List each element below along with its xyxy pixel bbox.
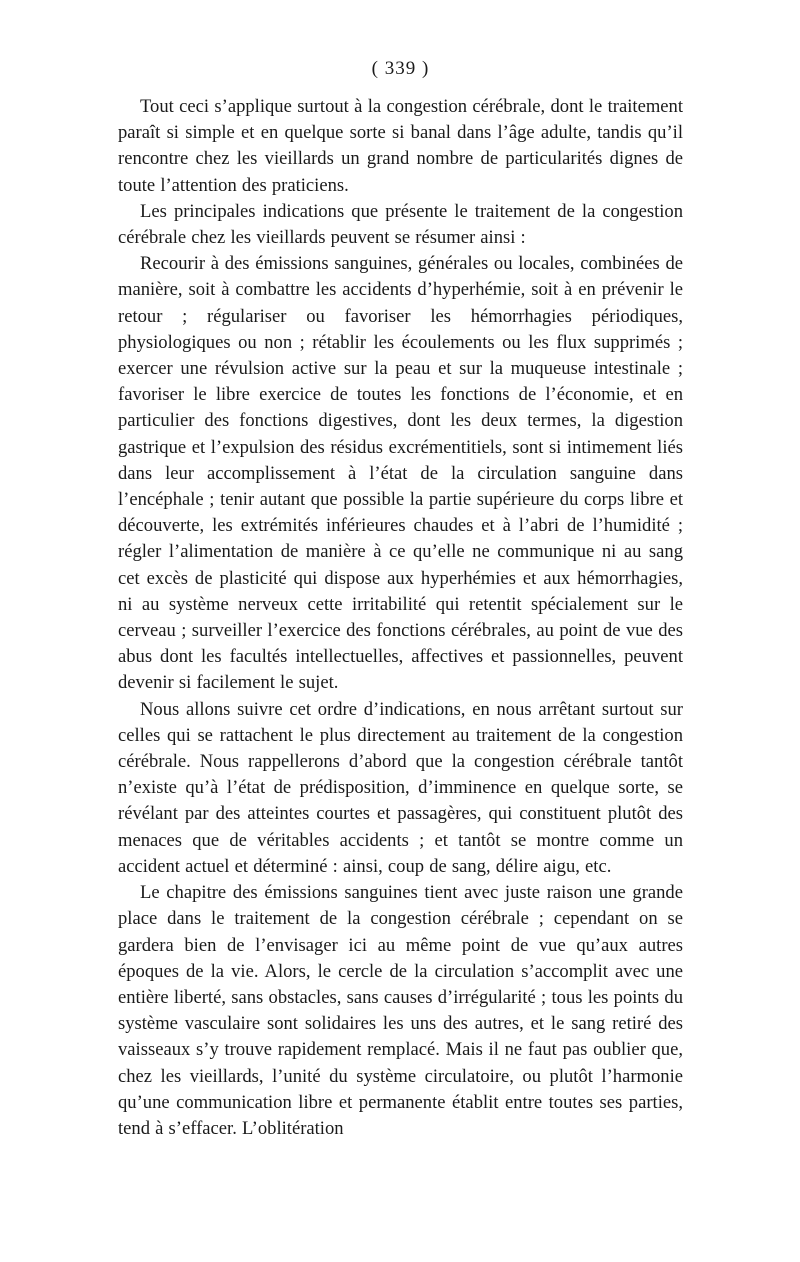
page-number: ( 339 ) xyxy=(371,58,430,79)
paragraph-5: Le chapitre des émissions sanguines tient avec juste raison une grande place dans le traitement de la congestion cérébrale ; cependant on se gardera bien de l’envisager ici au même point de vue qu’aux autres époques de la vie. Alors, le cercle de la circulation s’accomplit avec une entière liberté, sans obstacles, sans causes d’irrégularité ; tous les points du système vasculaire sont solidaires les uns des autres, et le sang retiré des vaisseaux s’y trouve rapidement remplacé. Mais il ne faut pas oublier que, chez les vieillards, l’unité du système circulatoire, ou plutôt l’harmonie qu’une communication libre et permanente établit entre toutes ses parties, tend à s’effacer. L’oblitération xyxy=(118,882,683,1139)
book-page xyxy=(118,58,683,1142)
paragraph-4: Nous allons suivre cet ordre d’indications, en nous arrêtant surtout sur celles qui se rattachent le plus directement au traitement de la congestion cérébrale. Nous rappellerons d’abord que la congestion cérébrale tantôt n’existe qu’à l’état de prédisposition, d’imminence en quelque sorte, se révélant par des atteintes courtes et passagères, qui constituent plutôt des menaces que de véritables accidents ; et tantôt se montre comme un accident actuel et déterminé : ainsi, coup de sang, délire aigu, etc. xyxy=(118,698,683,877)
paragraph-2: Les principales indications que présente le traitement de la congestion cérébrale chez les vieillards peuvent se résumer ainsi : xyxy=(118,200,683,249)
paragraph-3: Recourir à des émissions sanguines, générales ou locales, combinées de manière, soit à combattre les accidents d’hyperhémie, soit à en prévenir le retour ; régulariser ou favoriser les hémorrhagies périodiques, physiologiques ou non ; rétablir les écoulements ou les flux supprimés ; exercer une révulsion active sur la peau et sur la muqueuse intestinale ; favoriser le libre exercice de toutes les fonctions de l’économie, et en particulier des fonctions digestives, dont les deux termes, la digestion gastrique et l’expulsion des résidus excrémentitiels, sont si intimement liés dans leur accomplissement à l’état de la circulation sanguine dans l’encéphale ; tenir autant que possible la partie supérieure du corps libre et découverte, les extrémités inférieures chaudes et à l’abri de l’humidité ; régler l’alimentation de manière à ce qu’elle ne communique ni au sang cet excès de plasticité qui dispose aux hyperhémies et aux hémorrhagies, ni au système nerveux cette irritabilité qui retentit spécialement sur le cerveau ; surveiller l’exercice des fonctions cérébrales, au point de vue des abus dont les facultés intellectuelles, affectives et passionnelles, peuvent devenir si facilement le sujet. xyxy=(118,253,683,694)
paragraph-1: Tout ceci s’applique surtout à la congestion cérébrale, dont le traitement paraît si simple et en quelque sorte si banal dans l’âge adulte, tandis qu’il rencontre chez les vieillards un grand nombre de particularités dignes de toute l’attention des praticiens. xyxy=(118,96,683,196)
